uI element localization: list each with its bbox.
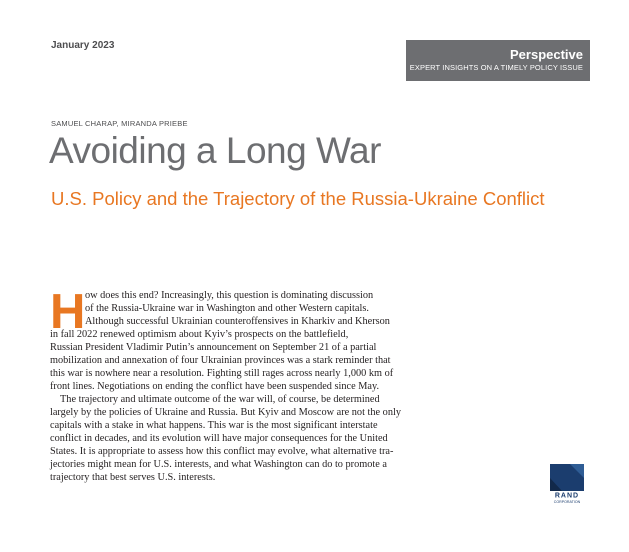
body-line: largely by the policies of Ukraine and Russia. But Kyiv and Moscow are not the only [50, 407, 401, 418]
body-line: The trajectory and ultimate outcome of the war will, of course, be determined [60, 394, 380, 405]
logo-subtext: CORPORATION [553, 500, 581, 504]
document-title: Avoiding a Long War [49, 130, 381, 171]
series-tagline: EXPERT INSIGHTS ON A TIMELY POLICY ISSUE [409, 63, 583, 72]
publication-date: January 2023 [51, 40, 115, 51]
body-line: capitals with a stake in what happens. This war is the most significant interstate [50, 420, 378, 431]
perspective-banner [406, 40, 590, 81]
logo-wordmark: RAND [554, 492, 580, 500]
body-line: conflict in decades, and its evolution will have major consequences for the United [50, 433, 388, 444]
body-line: Russian President Vladimir Putin’s announcement on September 21 of a partial [50, 342, 377, 353]
drop-cap: H [50, 285, 86, 339]
body-line: in fall 2022 renewed optimism about Kyiv’s prospects on the battlefield, [50, 329, 349, 340]
body-line: of the Russia-Ukraine war in Washington and other Western capitals. [85, 303, 369, 314]
body-line: mobilization and annexation of four Ukrainian provinces was a stark reminder that [50, 355, 391, 366]
series-name: Perspective [510, 47, 583, 62]
body-text [50, 285, 420, 484]
authors: SAMUEL CHARAP, MIRANDA PRIEBE [51, 119, 188, 128]
body-line: front lines. Negotiations on ending the conflict have been suspended since May. [50, 381, 380, 392]
body-line: jectories might mean for U.S. interests, and what Washington can do to promote a [50, 459, 387, 470]
rand-logo [550, 464, 584, 504]
body-line: trajectory that best serves U.S. interests. [50, 472, 216, 483]
body-line: Although successful Ukrainian counteroffensives in Kharkiv and Kherson [85, 316, 390, 327]
body-line: this war is nowhere near a resolution. Fighting still rages across nearly 1,000 km of [50, 368, 394, 379]
document-subtitle: U.S. Policy and the Trajectory of the Russia-Ukraine Conflict [51, 188, 545, 209]
body-line: ow does this end? Increasingly, this question is dominating discussion [85, 290, 374, 301]
body-line: States. It is appropriate to assess how this conflict may evolve, what alternative tra- [50, 446, 394, 457]
